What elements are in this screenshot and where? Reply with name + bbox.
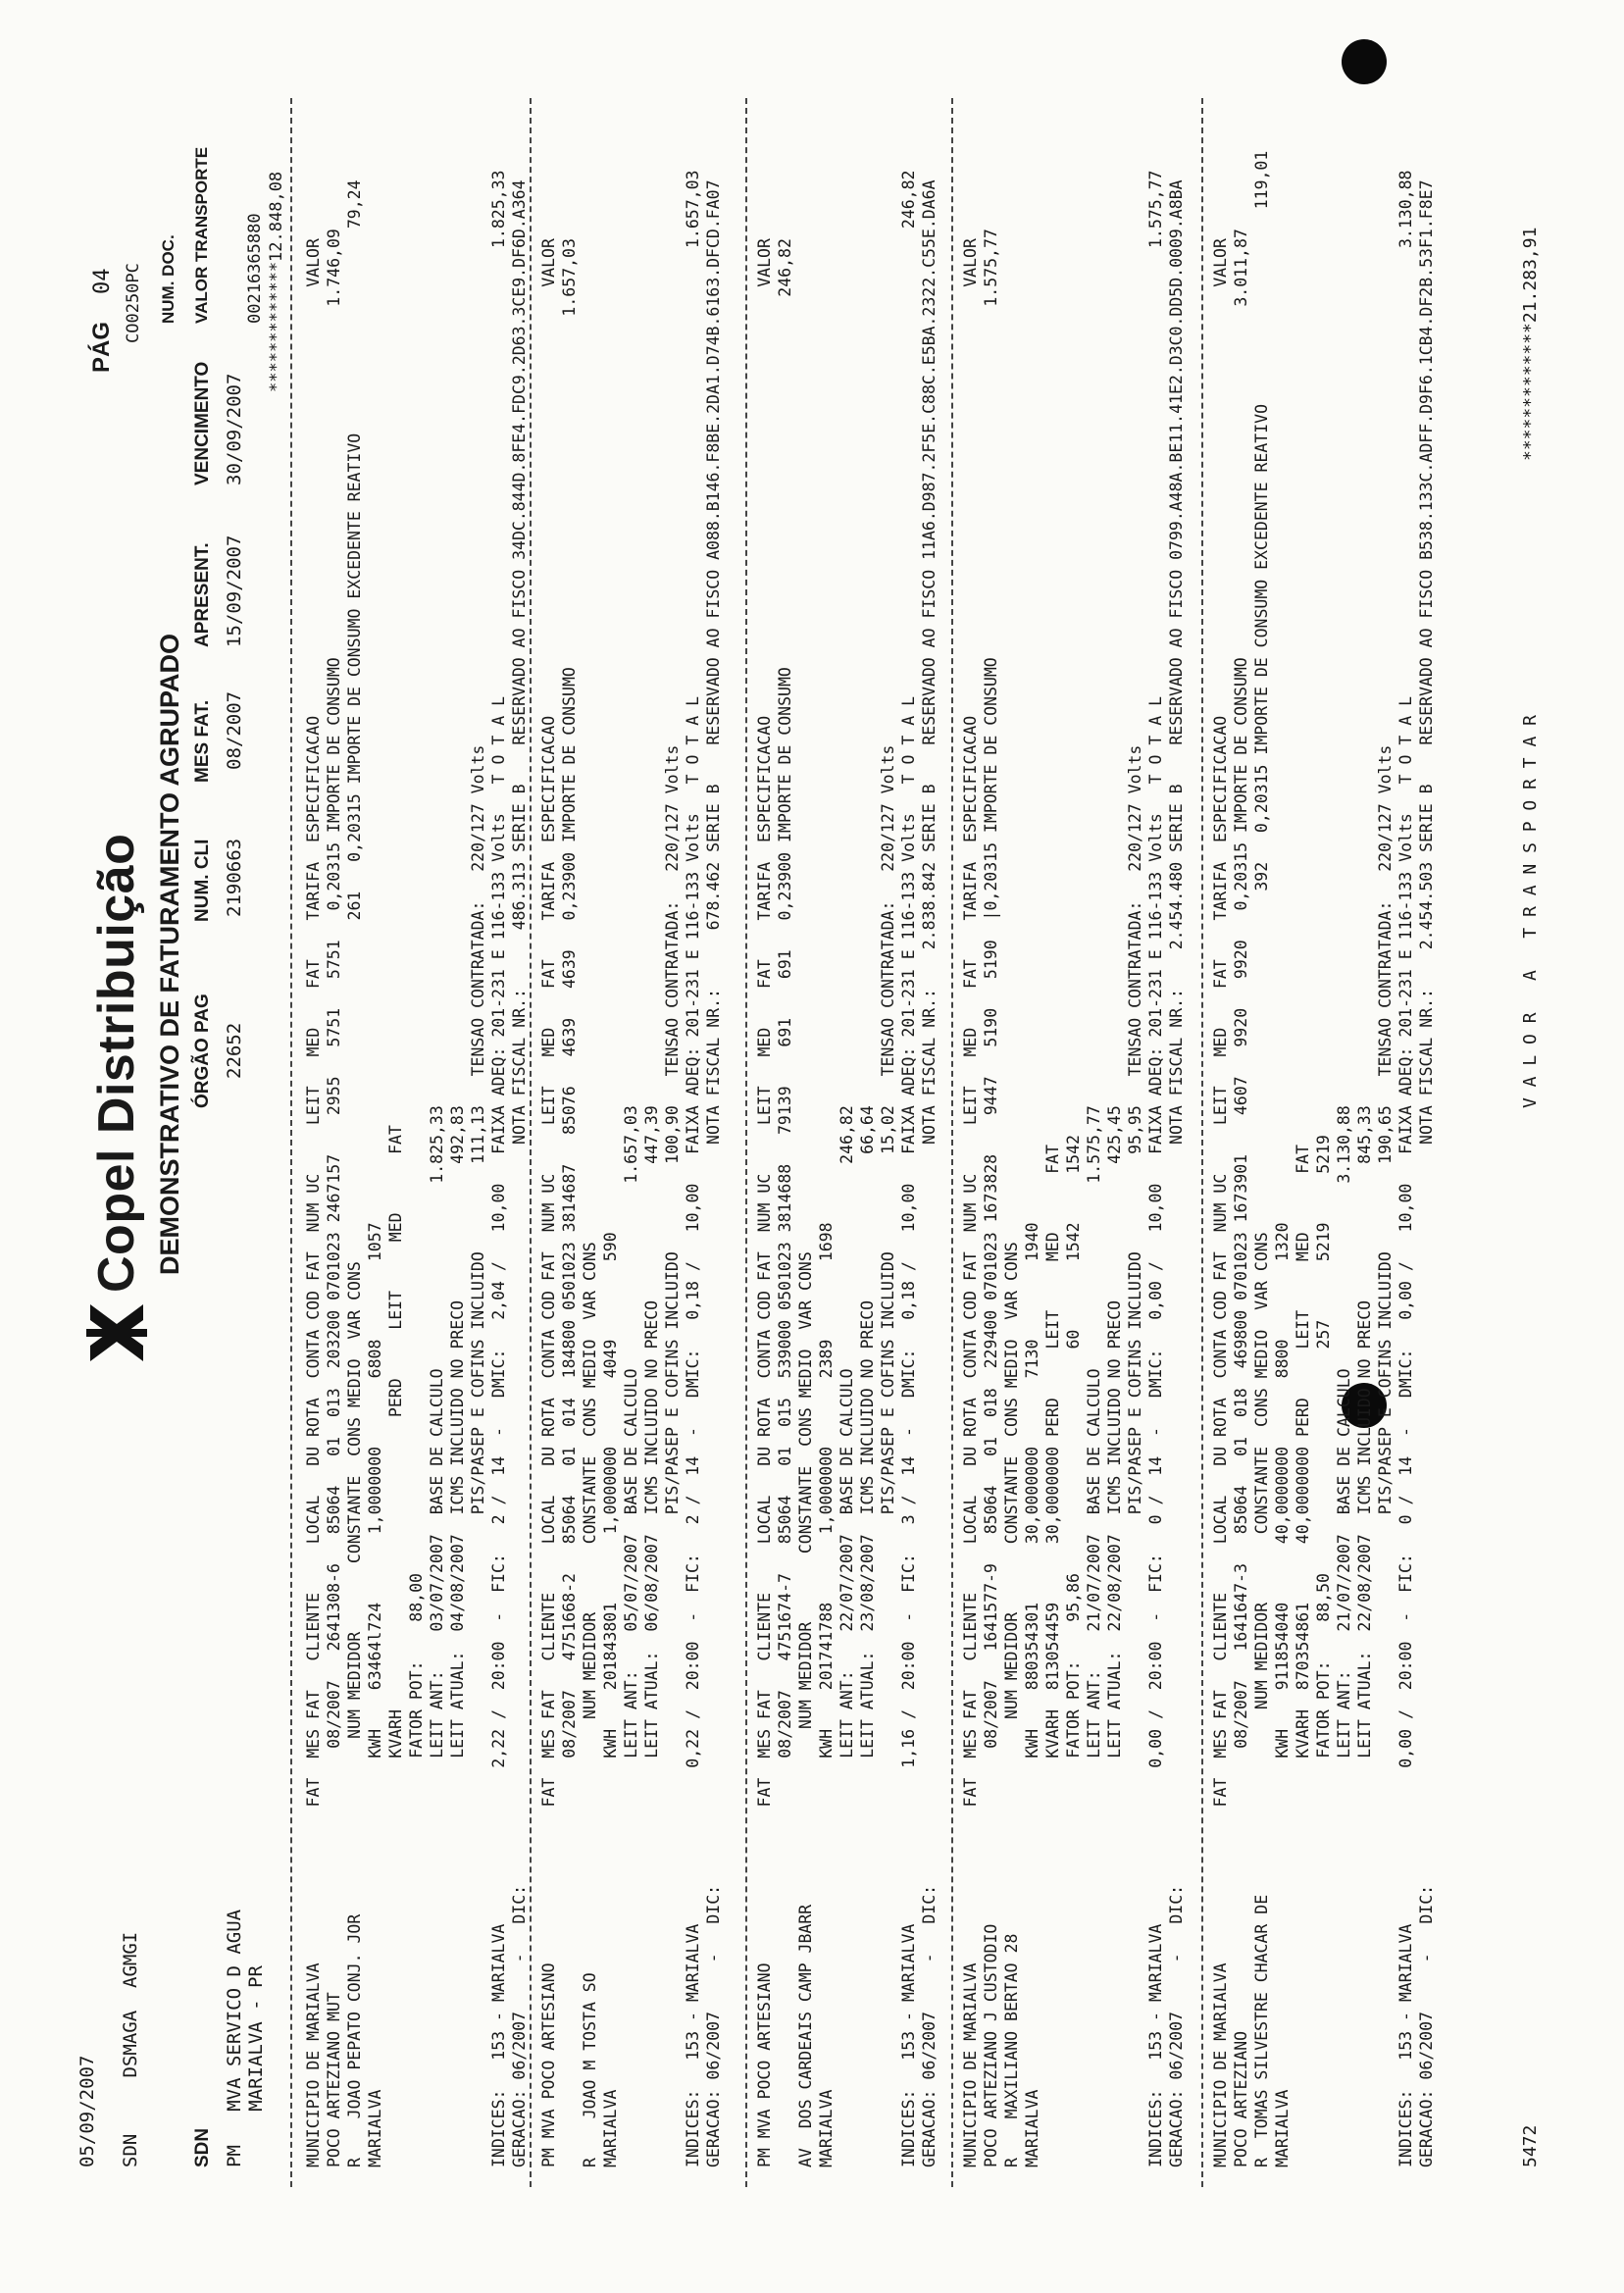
record-line: LEIT ATUAL: 04/08/2007 ICMS INCLUIDO NO PRECO 492,83 [448, 1105, 467, 2167]
record-line: MUNICIPIO DE MARIALVA FAT MES FAT CLIENTE LOCAL DU ROTA CONTA COD FAT NUM UC LEIT MED FAT TARIFA ESPECIFICACAO VALOR [304, 238, 323, 2167]
record-line: LEIT ATUAL: 23/08/2007 ICMS INCLUIDO NO PRECO 66,64 [858, 1105, 877, 2167]
col-header-vencimento: VENCIMENTO [192, 361, 213, 485]
record-line: INDICES: 153 - MARIALVA 0,22 / 20:00 - FIC: 2 / 14 - DMIC: 0,18 / 10,00 FAIXA ADEQ: 201-231 E 116-133 Volts T O T A L 1.657,03 [684, 170, 702, 2167]
header-divider [290, 98, 292, 2187]
report-date: 05/09/2007 [76, 2055, 98, 2167]
company-name: Copel Distribuição [88, 833, 145, 1293]
record-line: MARIALVA KWH 201843801 1,0000000 4049 590 [601, 1232, 620, 2167]
record-line: INDICES: 153 - MARIALVA 0,00 / 20:00 - FIC: 0 / 14 - DMIC: 0,00 / 10,00 FAIXA ADEQ: 201-231 E 116-133 Volts T O T A L 1.575,77 [1146, 170, 1165, 2167]
record-line: R JOAO PEPATO CONJ. JOR NUM MEDIDOR CONSTANTE CONS MEDIO VAR CONS 261 0,20315 IMPORTE DE CONSUMO EXCEDENTE REATIVO 79,24 [345, 179, 364, 2167]
col-header-numcli: NUM. CLI [192, 839, 213, 922]
sdn-header: SDN [192, 2127, 213, 2167]
record-line: GERACAO: 06/2007 - DIC: NOTA FISCAL NR.: 2.454.480 SERIE B RESERVADO AO FISCO 0799.A48A.BE11.41E2.D3C0.DD5D.0009.A8BA [1167, 179, 1186, 2167]
record-line: KVARH 813054459 30,0000000 PERD LEIT MED FAT [1043, 1144, 1062, 2167]
record-line: INDICES: 153 - MARIALVA 2,22 / 20:00 - FIC: 2 / 14 - DMIC: 2,04 / 10,00 FAIXA ADEQ: 201-231 E 116-133 Volts T O T A L 1.825,33 [489, 170, 508, 2167]
record-line: MARIALVA KWH 880354301 30,0000000 7130 1940 [1023, 1222, 1041, 2167]
transport-label: V A L O R A T R A N S P O R T A R [1520, 715, 1541, 1108]
col-header-orgao: ÓRGÃO PAG [192, 994, 213, 1108]
record-line: LEIT ANT: 21/07/2007 BASE DE CALCULO 3.130,88 [1335, 1105, 1353, 2167]
col-header-valor-transporte: VALOR TRANSPORTE [192, 146, 211, 324]
col-value-vencimento: 30/09/2007 [224, 373, 245, 485]
col-value-numcli: 2190663 [224, 838, 245, 917]
record-line: PM MVA POCO ARTESIANO FAT MES FAT CLIENTE LOCAL DU ROTA CONTA COD FAT NUM UC LEIT MED FAT TARIFA ESPECIFICACAO VALOR [755, 238, 774, 2167]
record-line: LEIT ATUAL: 22/08/2007 ICMS INCLUIDO NO PRECO 845,33 [1355, 1105, 1374, 2167]
col-header-numdoc-visible: NUM. DOC. [159, 234, 178, 324]
record-line: GERACAO: 06/2007 - DIC: NOTA FISCAL NR.: 678.462 SERIE B RESERVADO AO FISCO A088.B146.F8BE.2DA1.D74B.6163.DFCD.FA07 [704, 179, 723, 2167]
report-title: DEMONSTRATIVO DE FATURAMENTO AGRUPADO [155, 634, 184, 1275]
record-line: FATOR POT: 95,86 60 1542 1542 [1064, 1135, 1083, 2167]
record-line: LEIT ATUAL: 06/08/2007 ICMS INCLUIDO NO PRECO 447,39 [642, 1105, 661, 2167]
record-line: POCO ARTEZIANO MUT 08/2007 2641308-6 85064 01 013 203200 0701023 2467157 2955 5751 5751 0,20315 IMPORTE DE CONSUMO 1.746,09 [325, 229, 343, 2167]
col-value-mesfat: 08/2007 [224, 690, 245, 770]
record-line: LEIT ANT: 05/07/2007 BASE DE CALCULO 1.657,03 [622, 1105, 640, 2167]
record-line: R TOMAS SILVESTRE CHACAR DE NUM MEDIDOR CONSTANTE CONS MEDIO VAR CONS 392 0,20315 IMPORTE DE CONSUMO EXCEDENTE REATIVO 119,01 [1252, 150, 1271, 2167]
record-line: INDICES: 153 - MARIALVA 0,00 / 20:00 - FIC: 0 / 14 - DMIC: 0,00 / 10,00 FAIXA ADEQ: 201-231 E 116-133 Volts T O T A L 3.130,88 [1396, 170, 1415, 2167]
record-line: MARIALVA KWH 63464l724 1,0000000 6808 1057 [366, 1222, 384, 2167]
record-line: R MAXILIANO BERTAO 28 NUM MEDIDOR CONSTANTE CONS MEDIO VAR CONS [1002, 1242, 1021, 2167]
record-divider [1201, 98, 1203, 2187]
copel-logo-icon [86, 1302, 147, 1363]
record-line: POCO ARTEZIANO J CUSTODIO 08/2007 1641577-9 85064 01 018 229400 0701023 1673828 9447 5190 5190 |0,20315 IMPORTE DE CONSUMO 1.575,77 [982, 229, 1000, 2167]
program-code: CO0250PC [124, 263, 143, 343]
record-line: LEIT ANT: 03/07/2007 BASE DE CALCULO 1.825,33 [428, 1105, 446, 2167]
record-line: POCO ARTEZIANO 08/2007 1641647-3 85064 01 018 469800 0701023 1673901 4607 9920 9920 0,20315 IMPORTE DE CONSUMO 3.011,87 [1232, 229, 1250, 2167]
record-line: AV DOS CARDEAIS CAMP JBARR NUM MEDIDOR CONSTANTE CONS MEDIO VAR CONS [796, 1251, 815, 2167]
pm-line-2: MARIALVA - PR [245, 1965, 267, 2167]
page-number: 04 [90, 268, 115, 294]
col-value-valor-transporte: *************12.848,08 [267, 171, 286, 392]
record-line: GERACAO: 06/2007 - DIC: NOTA FISCAL NR.: 2.454.503 SERIE B RESERVADO AO FISCO B538.133C.ADFF.D9F6.1CB4.DF2B.53F1.F8E7 [1417, 179, 1436, 2167]
report-sheet [69, 98, 1579, 2187]
record-line: FATOR POT: 88,50 257 5219 5219 [1314, 1135, 1333, 2167]
record-line: MUNICIPIO DE MARIALVA FAT MES FAT CLIENTE LOCAL DU ROTA CONTA COD FAT NUM UC LEIT MED FAT TARIFA ESPECIFICACAO VALOR [1211, 238, 1230, 2167]
record-line: 08/2007 4751668-2 85064 01 014 184800 0501023 3814687 85076 4639 4639 0,23900 IMPORTE DE CONSUMO 1.657,03 [560, 238, 579, 2167]
record-line: MARIALVA KWH 201741788 1,0000000 2389 1698 [817, 1222, 836, 2167]
col-value-apresent: 15/09/2007 [224, 535, 245, 647]
col-header-mesfat: MES FAT. [192, 699, 213, 783]
transport-value: *************21.283,91 [1520, 227, 1541, 461]
pm-line: PM MVA SERVICO D AGUA [224, 1909, 245, 2167]
record-line: PM MVA POCO ARTESIANO FAT MES FAT CLIENTE LOCAL DU ROTA CONTA COD FAT NUM UC LEIT MED FAT TARIFA ESPECIFICACAO VALOR [539, 238, 558, 2167]
page-code: 5472 [1520, 2124, 1541, 2167]
org-line: SDN DSMAGA AGMGI [120, 1931, 141, 2167]
record-line: LEIT ATUAL: 22/08/2007 ICMS INCLUIDO NO PRECO 425,45 [1105, 1105, 1124, 2167]
record-line: GERACAO: 06/2007 - DIC: NOTA FISCAL NR.: 2.838.842 SERIE B RESERVADO AO FISCO 11A6.D987.2F5E.C88C.E5BA.2322.C55E.DA6A [920, 179, 939, 2167]
record-line: FATOR POT: 88,00 [407, 1573, 426, 2167]
record-line: PIS/PASEP E COFINS INCLUIDO 111,13 TENSAO CONTRATADA: 220/127 Volts [469, 744, 487, 2167]
col-header-apresent: APRESENT. [192, 542, 213, 647]
record-divider [745, 98, 747, 2187]
record-line: INDICES: 153 - MARIALVA 1,16 / 20:00 - FIC: 3 / 14 - DMIC: 0,18 / 10,00 FAIXA ADEQ: 201-231 E 116-133 Volts T O T A L 246,82 [899, 170, 918, 2167]
record-line: PIS/PASEP E COFINS INCLUIDO 190,65 TENSAO CONTRATADA: 220/127 Volts [1376, 744, 1395, 2167]
record-line: R JOAO M TOSTA SO NUM MEDIDOR CONSTANTE CONS MEDIO VAR CONS [581, 1242, 599, 2167]
col-value-numdoc: 00216365880 [245, 213, 265, 324]
record-line: KVARH 870354861 40,0000000 PERD LEIT MED FAT [1294, 1144, 1312, 2167]
record-line: PIS/PASEP E COFINS INCLUIDO 15,02 TENSAO CONTRATADA: 220/127 Volts [879, 744, 897, 2167]
record-line: PIS/PASEP E COFINS INCLUIDO 100,90 TENSAO CONTRATADA: 220/127 Volts [663, 744, 682, 2167]
company-logo [82, 834, 151, 1363]
record-divider [530, 98, 532, 2187]
record-line: LEIT ANT: 21/07/2007 BASE DE CALCULO 1.575,77 [1085, 1105, 1103, 2167]
record-line: LEIT ANT: 22/07/2007 BASE DE CALCULO 246,82 [837, 1105, 856, 2167]
record-divider [951, 98, 953, 2187]
record-line: MUNICIPIO DE MARIALVA FAT MES FAT CLIENTE LOCAL DU ROTA CONTA COD FAT NUM UC LEIT MED FAT TARIFA ESPECIFICACAO VALOR [961, 238, 980, 2167]
page-label: PÁG [88, 321, 115, 373]
punch-hole-top [1342, 39, 1387, 84]
record-line: KVARH PERD LEIT MED FAT [386, 1125, 405, 2167]
record-line: MARIALVA KWH 911854040 40,0000000 8800 1320 [1273, 1222, 1292, 2167]
record-line: PIS/PASEP E COFINS INCLUIDO 95,95 TENSAO CONTRATADA: 220/127 Volts [1126, 744, 1144, 2167]
record-line: 08/2007 4751674-7 85064 01 015 539000 0501023 3814688 79139 691 691 0,23900 IMPORTE DE CONSUMO 246,82 [776, 238, 794, 2167]
col-value-orgao: 22652 [224, 1022, 245, 1079]
record-line: GERACAO: 06/2007 - DIC: NOTA FISCAL NR.: 486.313 SERIE B RESERVADO AO FISCO 34DC.844D.8FE4.FDC9.2D63.3CE9.DF6D.A364 [510, 179, 529, 2167]
